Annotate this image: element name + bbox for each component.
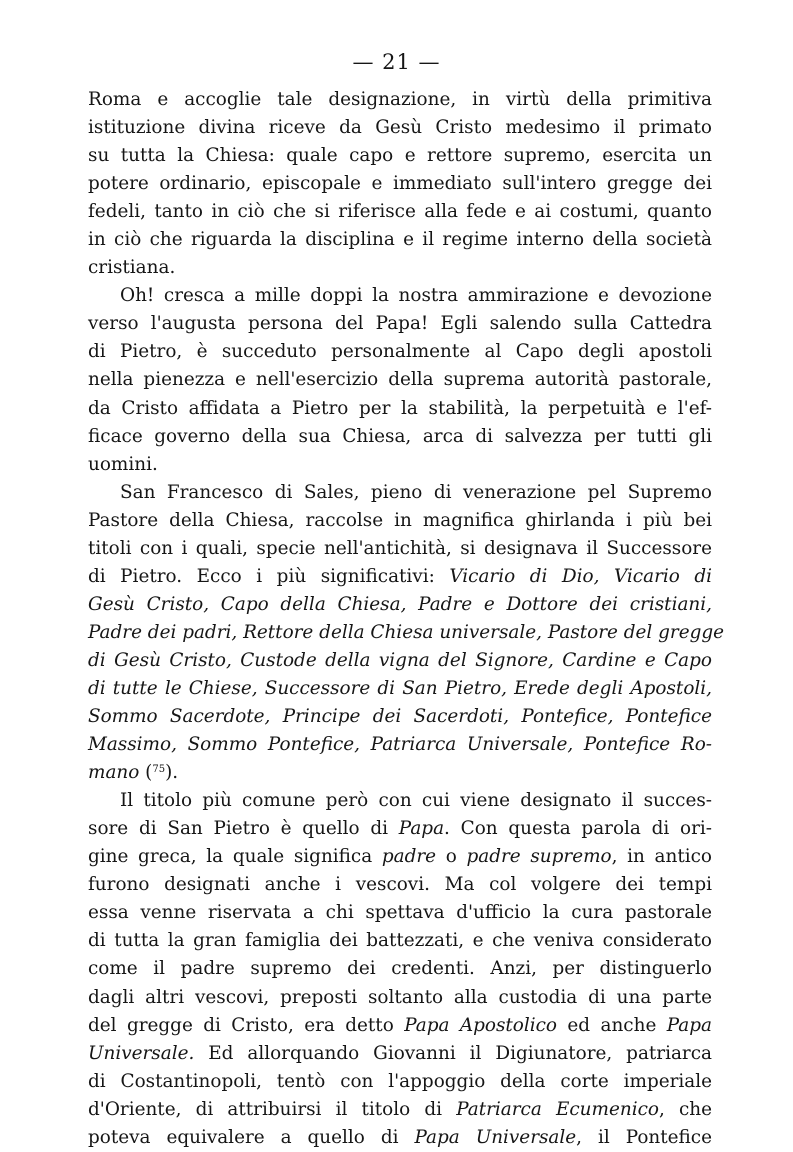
text-line: come il padre supremo dei credenti. Anzi, per distinguerlo — [88, 958, 712, 980]
text-line: Pastore della Chiesa, raccolse in magnifica ghirlanda i più bei — [88, 509, 712, 531]
text-line: di Pietro, è succeduto personalmente al Capo degli apostoli — [88, 341, 712, 363]
text-line — [88, 1012, 712, 1040]
italic-title-run: Vicario di Dio, Vicario di — [449, 565, 712, 587]
text-run: d'Oriente, di attribuirsi il titolo di — [88, 1098, 457, 1120]
footnote-open: ( — [139, 762, 153, 784]
text-run: poteva equivalere a quello di — [88, 1126, 415, 1148]
text-run: di Pietro. Ecco i più significativi: — [88, 565, 450, 587]
text-line: dagli altri vescovi, preposti soltanto alla custodia di una parte — [88, 986, 712, 1008]
text-line: di Costantinopoli, tentò con l'appoggio della corte imperiale — [88, 1070, 712, 1092]
text-run: , in antico — [611, 846, 712, 868]
text-line: di tutta la gran famiglia dei battezzati, e che veniva considerato — [88, 930, 712, 952]
italic-title-run: Universale. — [88, 1042, 195, 1064]
paragraph-line: Oh! cresca a mille doppi la nostra ammirazione e devozione — [120, 285, 712, 307]
text-run: gine greca, la quale significa — [88, 846, 382, 868]
footnote-mark: 75 — [152, 764, 166, 776]
italic-title-run: Papa Universale — [414, 1126, 577, 1148]
italic-title-line — [88, 731, 712, 759]
italic-title-run: mano — [88, 762, 140, 784]
text-run: del gregge di Cristo, era detto — [88, 1014, 405, 1036]
text-run: , che — [658, 1098, 712, 1120]
text-line: furono designati anche i vescovi. Ma col volgere dei tempi — [88, 874, 712, 896]
italic-title-run: Papa — [666, 1014, 712, 1036]
page-number: — 21 — — [352, 50, 441, 74]
italic-title-run: di tutte le Chiese, Successore di San Pietro, Erede degli Apostoli, — [88, 677, 712, 699]
text-line — [88, 1096, 712, 1124]
text-line: istituzione divina riceve da Gesù Cristo medesimo il primato — [88, 117, 712, 139]
italic-title-run: Massimo, Sommo Pontefice, Patriarca Universale, Pontefice Ro- — [88, 734, 712, 756]
italic-title-run: Papa Apostolico — [404, 1014, 558, 1036]
italic-word-run: padre — [381, 846, 437, 868]
footnote-reference-line — [88, 759, 712, 787]
text-line: nella pienezza e nell'esercizio della suprema autorità pastorale, — [88, 369, 712, 391]
text-line: titoli con i quali, specie nell'antichità, si designava il Successore — [88, 537, 712, 559]
italic-title-run: Padre dei padri, Rettore della Chiesa universale, Pastore del gregge — [88, 621, 725, 643]
text-line: ficace governo della sua Chiesa, arca di salvezza per tutti gli — [88, 425, 712, 447]
text-line: da Cristo affidata a Pietro per la stabilità, la perpetuità e l'ef- — [88, 397, 712, 419]
text-run: sore di San Pietro è quello di — [88, 818, 399, 840]
italic-title-run: Patriarca Ecumenico — [456, 1098, 659, 1120]
text-line: Roma e accoglie tale designazione, in virtù della primitiva — [88, 89, 712, 110]
italic-title-run: di Gesù Cristo, Custode della vigna del Signore, Cardine e Capo — [88, 649, 712, 671]
text-line — [88, 843, 712, 871]
footnote-close: ). — [165, 762, 179, 784]
italic-phrase-run: padre supremo — [466, 846, 612, 868]
paragraph-line: San Francesco di Sales, pieno di venerazione pel Supremo — [120, 481, 712, 503]
italic-title-line — [88, 619, 725, 647]
italic-title-line — [88, 647, 712, 675]
text-line: cristiana. — [88, 257, 176, 279]
text-line: uomini. — [88, 453, 158, 475]
text-run: . Con questa parola di ori- — [444, 818, 713, 840]
italic-title-line — [88, 703, 712, 731]
text-line: su tutta la Chiesa: quale capo e rettore supremo, esercita un — [88, 145, 712, 167]
text-line: fedeli, tanto in ciò che si riferisce alla fede e ai costumi, quanto — [88, 201, 712, 223]
text-run: , il Pontefice — [576, 1126, 712, 1148]
text-line: essa venne riservata a chi spettava d'ufficio la cura pastorale — [88, 902, 712, 924]
text-line — [88, 815, 712, 843]
italic-word-run: Papa — [398, 818, 445, 840]
italic-title-run: Sommo Sacerdote, Principe dei Sacerdoti, Pontefice, Pontefice — [88, 706, 712, 728]
text-line: verso l'augusta persona del Papa! Egli salendo sulla Cattedra — [88, 313, 712, 335]
page-text — [88, 86, 725, 1152]
text-line — [88, 563, 712, 591]
text-line — [88, 1124, 712, 1152]
text-run: o — [436, 846, 467, 868]
text-line: in ciò che riguarda la disciplina e il regime interno della società — [88, 229, 712, 251]
text-run: ed anche — [557, 1014, 667, 1036]
paragraph-line: Il titolo più comune però con cui viene designato il succes- — [120, 790, 712, 812]
text-line — [88, 1040, 712, 1068]
italic-title-line — [88, 591, 712, 619]
italic-title-line — [88, 675, 712, 703]
text-line: potere ordinario, episcopale e immediato sull'intero gregge dei — [88, 173, 712, 195]
text-run: Ed allorquando Giovanni il Digiunatore, patriarca — [194, 1042, 712, 1064]
italic-title-run: Gesù Cristo, Capo della Chiesa, Padre e Dottore dei cristiani, — [88, 593, 712, 615]
